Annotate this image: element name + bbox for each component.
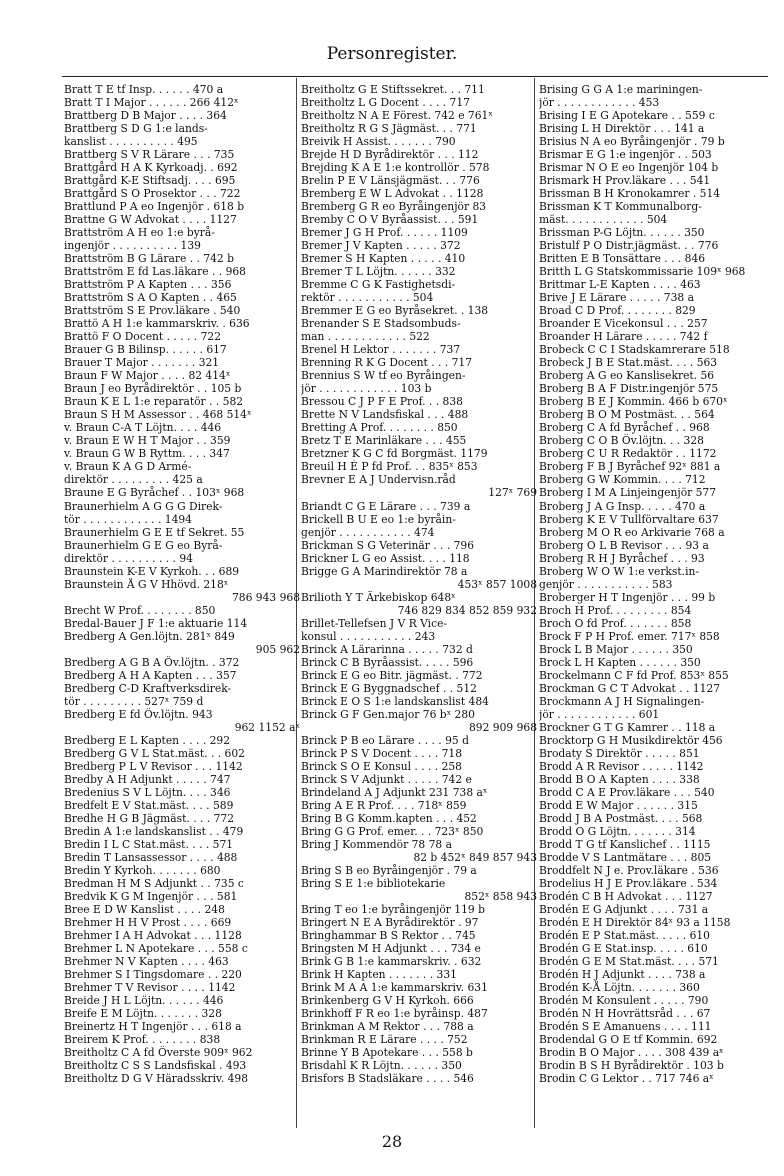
register-entry: Bratt T E tf Insp. . . . . . 470 a	[64, 83, 224, 96]
register-entry: Bredin A 1:e landskanslist . . 479	[64, 824, 244, 838]
register-entry: Brockelmann C F fd Prof. 853ˣ 855	[539, 668, 729, 682]
register-entry: Breuil H É P fd Prof. . . 835ˣ 853	[301, 460, 478, 474]
register-entry: Brejding K A E 1:e kontrollör . 578	[301, 161, 490, 175]
register-entry: Bringert N E A Byrådirektör . 97	[301, 916, 479, 929]
register-entry: Bredvik K G M Ingenjör . . . 581	[64, 889, 238, 903]
register-entry: Brickell B U E eo 1:e byråin-	[301, 512, 456, 526]
register-entry: Brink H Kapten . . . . . . . 331	[301, 968, 457, 982]
register-entry: Breitholtz L G Docent . . . . 717	[301, 96, 470, 110]
register-entry: Bredberg P L V Revisor . . . 1142	[64, 759, 243, 773]
register-entry: Bring T eo 1:e byråingenjör 119 b	[301, 902, 485, 916]
register-entry: Brelin P E V Länsjägmäst. . . 776	[301, 174, 480, 188]
register-entry: mäst. . . . . . . . . . . . 504	[539, 213, 668, 227]
register-entry: 746 829 834 852 859 932	[397, 603, 537, 617]
register-entry: Broberg R H J Byråchef . . . 93	[539, 551, 705, 565]
register-entry: Brinkenberg G V H Kyrkoh. 666	[301, 994, 474, 1008]
register-entry: Broch H Prof. . . . . . . . . 854	[539, 603, 692, 617]
register-entry: Brock F P H Prof. emer. 717ˣ 858	[539, 629, 720, 643]
register-entry: Bredhe H G B Jägmäst. . . . 772	[64, 811, 234, 825]
register-entry: Brindeland A J Adjunkt 231 738 aˣ	[301, 785, 488, 799]
register-entry: Brinkman A M Rektor . . . 788 a	[301, 1020, 474, 1034]
register-entry: v. Braun K A G D Armé-	[64, 460, 192, 474]
register-entry: Bressou C J P F E Prof. . . 838	[301, 395, 463, 409]
register-entry: Brodén H J Adjunkt . . . . 738 a	[539, 968, 706, 982]
register-entry: Brive J E Lärare . . . . . 738 a	[539, 291, 694, 305]
register-entry: Broberger H T Ingenjör . . . 99 b	[539, 590, 716, 604]
register-entry: Brodelius H J E Prov.läkare . 534	[539, 876, 718, 890]
register-entry: Brismar E G 1:e ingenjör . . 503	[539, 148, 712, 162]
register-entry: Bremer S H Kapten . . . . . 410	[301, 252, 466, 266]
register-entry: Brattberg S D G 1:e lands-	[64, 122, 208, 136]
register-entry: Brattne G W Advokat . . . . 1127	[64, 213, 237, 227]
register-entry: Broberg B A F Distr.ingenjör 575	[539, 382, 719, 396]
register-entry: Brattgård H A K Kyrkoadj. . 692	[64, 161, 238, 175]
register-entry: Brodaty S Direktör . . . . . 851	[539, 746, 700, 760]
register-entry: Braun S H M Assessor . . 468 514ˣ	[64, 408, 252, 422]
register-entry: Brockman G C T Advokat . . 1127	[539, 681, 721, 695]
register-entry: Bree E D W Kanslist . . . . 248	[64, 902, 225, 916]
register-entry: Brockmann A J H Signalingen-	[539, 694, 705, 708]
register-entry: Brodén C B H Advokat . . . 1127	[539, 889, 713, 903]
register-entry: Brobeck C C I Stadskamrerare 518	[539, 343, 730, 357]
register-entry: jör . . . . . . . . . . . . 103 b	[301, 382, 432, 396]
register-entry: man . . . . . . . . . . . . 522	[301, 330, 430, 344]
register-entry: Brattström E fd Las.läkare . . 968	[64, 265, 246, 279]
register-entry: Braun F W Major . . . . 82 414ˣ	[64, 369, 231, 383]
register-entry: Braunerhielm G E E tf Sekret. 55	[64, 525, 245, 539]
register-entry: Broddfelt N J e. Prov.läkare . 536	[539, 863, 719, 877]
register-entry: Bredberg E fd Öv.löjtn. 943	[64, 707, 213, 721]
register-entry: Brigge G A Marindirektör 78 a	[301, 564, 468, 578]
register-entry: Bretting A Prof. . . . . . . . 850	[301, 421, 458, 435]
register-entry: Brodd E W Major . . . . . . 315	[539, 798, 698, 812]
register-entry: Brodd T G tf Kanslichef . . 1115	[539, 837, 711, 851]
register-entry: Brilioth Y T Ärkebiskop 648ˣ	[301, 590, 456, 604]
register-entry: Braunstein K-E V Kyrkoh. . . 689	[64, 564, 240, 578]
register-entry: Brenning R K G Docent . . . 717	[301, 356, 473, 370]
register-entry: Bredenius S V L Löjtn. . . . 346	[64, 785, 231, 799]
register-entry: Brinck P S V Docent . . . . 718	[301, 746, 463, 760]
register-entry: Brodd C A E Prov.läkare . . . 540	[539, 785, 715, 799]
register-entry: Breitholtz D G V Häradsskriv. 498	[64, 1072, 249, 1086]
register-entry: Brinck C B Byråassist. . . . . 596	[301, 655, 474, 669]
register-entry: Braunerhielm A G G G Direk-	[64, 499, 223, 513]
register-entry: Breitholtz R G S Jägmäst. . . 771	[301, 122, 477, 136]
register-entry: 852ˣ 858 943	[464, 889, 537, 903]
register-entry: Brobeck J B E Stat.mäst. . . . 563	[539, 356, 718, 370]
register-entry: Brismar N O E eo Ingenjör 104 b	[539, 161, 719, 175]
register-entry: Brejde H D Byrådirektör . . . 112	[301, 148, 479, 162]
register-entry: Brattö A H 1:e kammarskriv. . 636	[64, 317, 250, 331]
register-entry: Brehmer T V Revisor . . . . 1142	[64, 981, 236, 995]
register-entry: Broberg B O M Postmäst. . . 564	[539, 408, 715, 422]
register-entry: Broander H Lärare . . . . . 742 f	[539, 330, 708, 344]
register-entry: Brattström B G Lärare . . 742 b	[64, 252, 234, 266]
register-entry: Broberg F B J Byråchef 92ˣ 881 a	[539, 460, 721, 474]
register-entry: Brillet-Tellefsen J V R Vice-	[301, 616, 448, 630]
register-entry: Broberg O L B Revisor . . . 93 a	[539, 538, 709, 552]
register-entry: Brattgård K-E Stiftsadj. . . . 695	[64, 174, 236, 188]
register-entry: Braunstein Å G V Hhövd. 218ˣ	[64, 577, 229, 591]
register-entry: Bristulf P O Distr.jägmäst. . . 776	[539, 239, 719, 253]
register-entry: Breitholtz G E Stiftssekret. . . 711	[301, 83, 485, 96]
register-entry: Brink M A A 1:e kammarskriv. 631	[301, 981, 488, 995]
register-entry: Bredin I L C Stat.mäst. . . . 571	[64, 837, 234, 851]
register-entry: Brisfors B Stadsläkare . . . . 546	[301, 1072, 474, 1086]
register-entry: rektör . . . . . . . . . . . 504	[301, 291, 434, 305]
register-entry: Breitholtz C S S Landsfiskal . 493	[64, 1059, 247, 1073]
register-entry: Brising L H Direktör . . . 141 a	[539, 122, 705, 136]
register-entry: Bring S E 1:e bibliotekarie	[301, 876, 446, 890]
register-entry: Brockner G T G Kamrer . . 118 a	[539, 720, 716, 734]
register-entry: Bredman H M S Adjunkt . . 735 c	[64, 876, 244, 890]
register-entry: Breirem K Prof. . . . . . . . 838	[64, 1033, 221, 1047]
register-entry: Brismark H Prov.läkare . . . 541	[539, 174, 711, 188]
register-entry: Brinck G F Gen.major 76 bˣ 280	[301, 707, 475, 721]
register-entry: Bredberg A H A Kapten . . . 357	[64, 668, 237, 682]
register-entry: Briandt C G E Lärare . . . 739 a	[301, 499, 471, 513]
register-entry: konsul . . . . . . . . . . . 243	[301, 629, 436, 643]
register-entry: genjör . . . . . . . . . . . 474	[301, 525, 435, 539]
register-entry: Braun K E L 1:e reparatör . . 582	[64, 395, 244, 409]
register-entry: Brodendal G O E tf Kommin. 692	[539, 1033, 718, 1047]
register-entry: Broberg I M A Linjeingenjör 577	[539, 486, 717, 500]
register-entry: Broberg K E V Tullförvaltare 637	[539, 512, 719, 526]
register-entry: Brattö F O Docent . . . . . 722	[64, 330, 221, 344]
register-entry: Brehmer I A H Advokat . . . 1128	[64, 929, 242, 943]
register-entry: 892 909 968	[469, 720, 537, 734]
register-entry: genjör . . . . . . . . . . . 583	[539, 577, 673, 591]
register-entry: Brinck S O E Konsul . . . . 258	[301, 759, 462, 773]
register-entry: Broberg M O R eo Arkivarie 768 a	[539, 525, 725, 539]
register-entry: 962 1152 aˣ	[234, 720, 300, 734]
register-entry: Bredal-Bauer J F 1:e aktuarie 114	[64, 616, 248, 630]
register-entry: Breitholtz N A E Förest. 742 e 761ˣ	[301, 109, 493, 123]
register-entry: Brising G G A 1:e mariningen-	[539, 83, 703, 96]
register-entry: Brenander S E Stadsombuds-	[301, 317, 461, 331]
register-entry: Broberg W O W 1:e verkst.in-	[539, 564, 699, 578]
register-entry: 453ˣ 857 1008	[457, 577, 537, 591]
register-entry: Bring A E R Prof. . . . 718ˣ 859	[301, 798, 467, 812]
register-entry: Bring S B eo Byråingenjör . 79 a	[301, 863, 477, 877]
register-entry: Brinck S V Adjunkt . . . . . 742 e	[301, 772, 472, 786]
register-entry: Brickner L G eo Assist. . . . 118	[301, 551, 470, 565]
register-entry: Brodén N H Hovrättsråd . . . 67	[539, 1007, 711, 1021]
page-title: Personregister.	[326, 44, 458, 64]
register-entry: Bredin T Lansassessor . . . . 488	[64, 850, 238, 864]
register-entry: Brevner E A J Undervisn.råd	[301, 473, 456, 487]
register-entry: Brodén M Konsulent . . . . . 790	[539, 994, 709, 1008]
register-entry: Bring G G Prof. emer. . . 723ˣ 850	[301, 824, 484, 838]
register-entry: Broberg C A fd Byråchef . . 968	[539, 421, 710, 435]
register-entry: Breitholtz C A fd Överste 909ˣ 962	[64, 1046, 253, 1060]
register-entry: Bremby C O V Byråassist. . . 591	[301, 213, 479, 227]
register-entry: Braun J eo Byrådirektör . . 105 b	[64, 382, 242, 396]
register-entry: Brodin B S H Byrådirektör . 103 b	[539, 1059, 724, 1073]
register-entry: Bremmer E G eo Byråsekret. . 138	[301, 304, 489, 318]
register-entry: Bring B G Komm.kapten . . . 452	[301, 811, 477, 825]
register-entry: Breivik H Assist. . . . . . . 790	[301, 135, 456, 149]
register-entry: Brehmer H H V Prost . . . . 669	[64, 916, 232, 929]
register-entry: Brittmar L-E Kapten . . . . 463	[539, 278, 701, 292]
register-entry: Brodén G E M Stat.mäst. . . . 571	[539, 955, 719, 969]
register-entry: Brock L B Major . . . . . . 350	[539, 642, 693, 656]
register-entry: Broberg G W Kommin. . . . 712	[539, 473, 706, 487]
register-entry: Brickman S G Veterinär . . . 796	[301, 538, 475, 552]
register-entry: jör . . . . . . . . . . . . 453	[539, 96, 660, 110]
register-entry: Brinkman R E Lärare . . . . 752	[301, 1033, 468, 1047]
register-entry: Breinertz H T Ingenjör . . . 618 a	[64, 1020, 242, 1034]
register-entry: Bringhammar B S Rektor . . 745	[301, 929, 476, 943]
register-entry: Brink G B 1:e kammarskriv. . 632	[301, 955, 482, 969]
register-entry: Bremer J G H Prof. . . . . . 1109	[301, 226, 468, 240]
register-entry: Bremberg G R eo Byråingenjör 83	[301, 200, 487, 214]
register-entry: Brissman P-G Löjtn. . . . . . 350	[539, 226, 705, 240]
register-entry: Brattström S E Prov.läkare . 540	[64, 304, 241, 318]
register-entry: Brodd J B A Postmäst. . . . 568	[539, 811, 703, 825]
register-entry: Bredin Y Kyrkoh. . . . . . . 680	[64, 863, 221, 877]
register-entry: Breife E M Löjtn. . . . . . . 328	[64, 1007, 222, 1021]
page-number: 28	[381, 1132, 403, 1151]
register-entry: Brocktorp G H Musikdirektör 456	[539, 733, 723, 747]
register-entry: Brehmer S I Tingsdomare . . 220	[64, 968, 242, 982]
register-column-2	[301, 83, 537, 1085]
header-rule	[62, 76, 768, 77]
register-entry: tör . . . . . . . . . . . . 1494	[64, 512, 192, 526]
register-entry: Brehmer N V Kapten . . . . 463	[64, 955, 229, 969]
register-entry: Broberg C U R Redaktör . . 1172	[539, 447, 717, 461]
register-entry: Brisdahl K R Löjtn. . . . . . 350	[301, 1059, 462, 1073]
register-entry: Bredberg A Gen.löjtn. 281ˣ 849	[64, 629, 235, 643]
register-entry: Bredberg G V L Stat.mäst. . . 602	[64, 746, 245, 760]
register-entry: Broberg C O B Öv.löjtn. . . 328	[539, 434, 704, 448]
register-entry: Brissman K T Kommunalborg-	[539, 200, 702, 214]
register-column-1	[64, 83, 300, 1085]
register-entry: Brinck E G Byggnadschef . . 512	[301, 681, 477, 695]
register-entry: 905 962	[255, 642, 300, 656]
register-entry: Brodén E G Adjunkt . . . . 731 a	[539, 902, 709, 916]
register-entry: Broberg A G eo Kanslisekret. 56	[539, 369, 715, 383]
register-entry: Brehmer L N Apotekare . . . 558 c	[64, 942, 248, 956]
register-entry: Britth L G Statskommissarie 109ˣ 968	[539, 265, 746, 279]
register-entry: tör . . . . . . . . . 527ˣ 759 d	[64, 694, 204, 708]
register-entry: Brock L H Kapten . . . . . . 350	[539, 655, 701, 669]
register-entry: Britten E B Tonsättare . . . 846	[539, 252, 706, 266]
register-entry: ingenjör . . . . . . . . . . 139	[64, 239, 201, 253]
register-entry: Brodd B O A Kapten . . . . 338	[539, 772, 700, 786]
register-entry: Brinne Y B Apotekare . . . 558 b	[301, 1046, 473, 1060]
register-entry: jör . . . . . . . . . . . . 601	[539, 707, 660, 721]
register-entry: Brauer T Major . . . . . . . 321	[64, 356, 220, 370]
register-entry: Brinck P B eo Lärare . . . . 95 d	[301, 733, 469, 747]
register-entry: v. Braun C-A T Löjtn. . . . 446	[64, 421, 222, 435]
register-entry: Brette N V Landsfiskal . . . 488	[301, 408, 469, 422]
register-entry: Braunerhielm G E G eo Byrå-	[64, 538, 223, 552]
register-entry: Broberg J A G Insp. . . . . 470 a	[539, 499, 706, 513]
register-entry: Bring J Kommendör 78 78 a	[301, 837, 452, 851]
register-entry: Bratt T I Major . . . . . . 266 412ˣ	[64, 96, 239, 110]
register-entry: Brinck E G eo Bitr. jägmäst. . 772	[301, 668, 483, 682]
register-entry: Brattström A H eo 1:e byrå-	[64, 226, 215, 240]
register-entry: Brodén S E Amanuens . . . . 111	[539, 1020, 712, 1034]
register-entry: Bremer J V Kapten . . . . . 372	[301, 239, 461, 253]
register-entry: Broander E Vicekonsul . . . 257	[539, 317, 708, 331]
register-entry: Brattgård S O Prosektor . . . 722	[64, 187, 241, 201]
register-entry: Brising I E G Apotekare . . 559 c	[539, 109, 715, 123]
register-entry: Bremberg E W L Advokat . . 1128	[301, 187, 484, 201]
register-entry: direktör . . . . . . . . . . 94	[64, 551, 193, 565]
register-entry: 127ˣ 769	[488, 486, 537, 500]
register-entry: Brauer G B Bilinsp. . . . . . 617	[64, 343, 227, 357]
register-entry: Brodén G E Stat.insp. . . . . 610	[539, 942, 708, 956]
register-entry: Bredberg E L Kapten . . . . 292	[64, 733, 231, 747]
register-entry: Bremme C G K Fastighetsdi-	[301, 278, 456, 292]
register-entry: Bredberg C-D Kraftverksdirek-	[64, 681, 232, 695]
register-entry: Bredberg A G B A Öv.löjtn. . 372	[64, 655, 240, 669]
register-entry: direktör . . . . . . . . . 425 a	[64, 473, 203, 487]
register-entry: Bremer T L Löjtn. . . . . . 332	[301, 265, 456, 279]
register-entry: Brodde V S Lantmätare . . . 805	[539, 850, 712, 864]
register-entry: Broad C D Prof. . . . . . . . 829	[539, 304, 696, 318]
register-entry: Brodén K-Å Löjtn. . . . . . . 360	[539, 981, 700, 995]
register-entry: Brattström P A Kapten . . . 356	[64, 278, 232, 292]
register-entry: Brissman B H Kronokamrer . 514	[539, 187, 721, 201]
register-entry: Brinck A Lärarinna . . . . . 732 d	[301, 642, 473, 656]
register-entry: Brodén E P Stat.mäst. . . . . 610	[539, 929, 710, 943]
register-entry: Bretz T E Marinläkare . . . 455	[301, 434, 467, 448]
register-entry: Brenel H Lektor . . . . . . . 737	[301, 343, 461, 357]
register-entry: Bredby A H Adjunkt . . . . . 747	[64, 772, 231, 786]
register-entry: Brinkhoff F R eo 1:e byråinsp. 487	[301, 1007, 488, 1021]
register-entry: Breide J H L Löjtn. . . . . . 446	[64, 994, 224, 1008]
register-entry: v. Braun G W B Ryttm. . . . 347	[64, 447, 230, 461]
register-entry: 82 b 452ˣ 849 857 943	[413, 850, 537, 864]
register-entry: Brattström S A O Kapten . . 465	[64, 291, 237, 305]
register-entry: Bringsten M H Adjunkt . . . 734 e	[301, 942, 481, 956]
register-entry: Brodin C G Lektor . . 717 746 aˣ	[539, 1072, 714, 1086]
register-entry: Bredfelt E V Stat.mäst. . . . 589	[64, 798, 234, 812]
register-entry: Brattberg S V R Lärare . . . 735	[64, 148, 235, 162]
register-entry: Brodd A R Revisor . . . . . 1142	[539, 759, 704, 773]
register-entry: kanslist . . . . . . . . . . 495	[64, 135, 198, 149]
register-entry: Broch O fd Prof. . . . . . . 858	[539, 616, 692, 630]
register-entry: Brattberg D B Major . . . . 364	[64, 109, 227, 123]
register-entry: Bretzner K G C fd Borgmäst. 1179	[301, 447, 488, 461]
register-entry: 786 943 968	[232, 590, 300, 604]
register-entry: Brodén E H Direktör 84ˣ 93 a 1158	[539, 916, 731, 929]
register-entry: Brecht W Prof. . . . . . . . 850	[64, 603, 216, 617]
register-entry: Brinck E O S 1:e landskanslist 484	[301, 694, 489, 708]
register-entry: Brattlund P A eo Ingenjör . 618 b	[64, 200, 245, 214]
register-entry: v. Braun E W H T Major . . 359	[64, 434, 231, 448]
register-entry: Brennius S W tf eo Byråingen-	[301, 369, 466, 383]
register-column-3	[539, 83, 775, 1085]
register-entry: Brisius N A eo Byråingenjör . 79 b	[539, 135, 725, 149]
register-entry: Braune E G Byråchef . . 103ˣ 968	[64, 486, 245, 500]
register-entry: Broberg B E J Kommin. 466 b 670ˣ	[539, 395, 728, 409]
register-entry: Brodd O G Löjtn. . . . . . . 314	[539, 824, 696, 838]
register-entry: Brodin B O Major . . . . 308 439 aˣ	[539, 1046, 724, 1060]
